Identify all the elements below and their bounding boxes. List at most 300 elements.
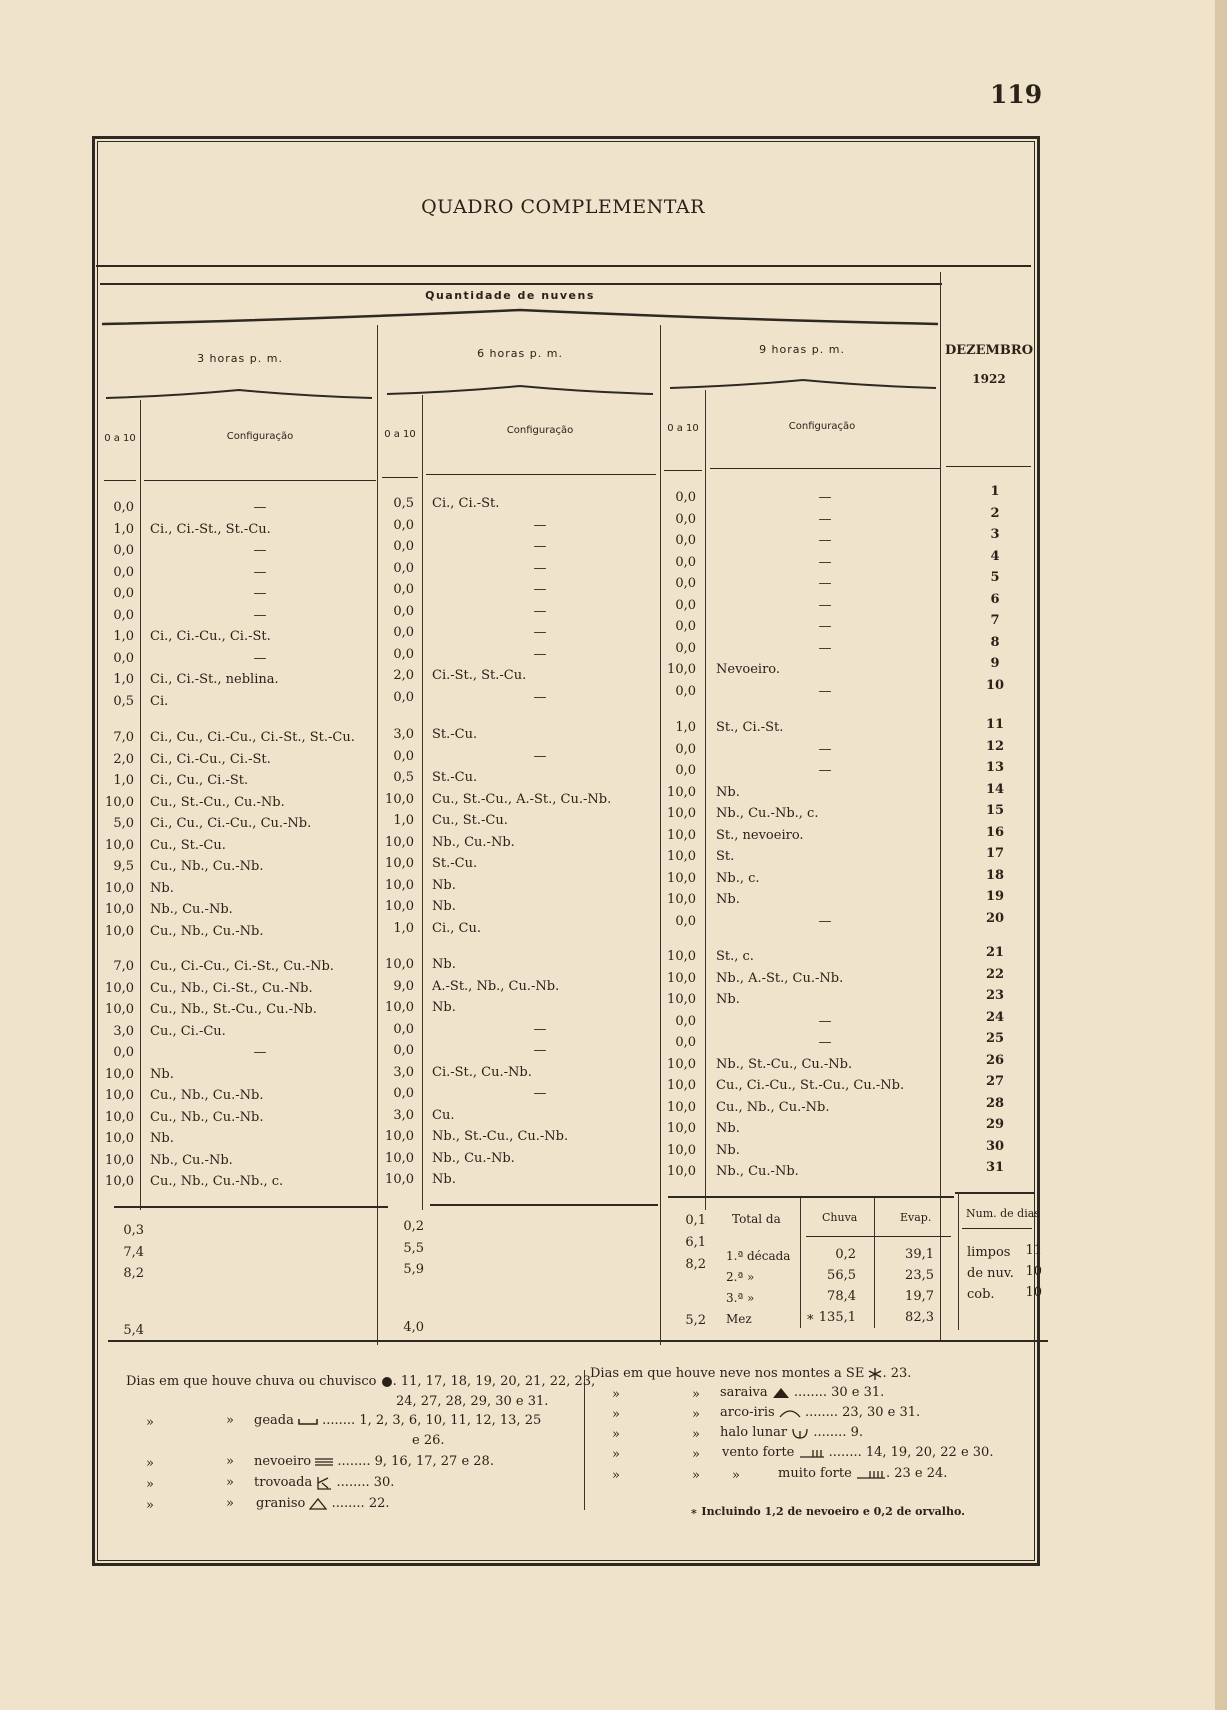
config-9h: — [818, 511, 832, 527]
cover-6h: 0,0 [393, 582, 414, 597]
day-number: 8 [990, 634, 1000, 650]
cover-6h: 0,0 [393, 689, 414, 705]
config-3h: — [253, 543, 267, 558]
period-evap: 39,1 [905, 1247, 934, 1262]
day-number: 15 [985, 803, 1005, 818]
footer-ditto: » [692, 1407, 700, 1422]
day-number: 21 [985, 945, 1005, 960]
config-6h: St.-Cu. [432, 856, 478, 871]
cover-9h: 10,0 [667, 870, 696, 886]
total-label: Total da [732, 1212, 781, 1226]
halo-icon [791, 1427, 809, 1439]
config-9h: — [818, 913, 832, 929]
footer-ditto: » [146, 1498, 154, 1513]
brace-9h [668, 376, 938, 390]
cover-9h: 0,0 [675, 533, 696, 548]
header-month: DEZEMBRO [944, 343, 1034, 358]
config-9h: — [818, 683, 832, 699]
config-6h: Cu., St.-Cu. [432, 813, 508, 828]
footer-chuva-line: Dias em que houve chuva ou chuvisco . 11, 17, 18, 19, 20, 21, 22, 23, [126, 1374, 596, 1389]
snow-star-icon [868, 1367, 882, 1381]
footer-muito-line: muito forte . 23 e 24. [778, 1466, 948, 1481]
cover-6h: 9,0 [393, 978, 414, 994]
cover-6h: 2,0 [393, 668, 414, 683]
config-9h: — [818, 763, 832, 778]
cover-9h: 10,0 [667, 1142, 696, 1158]
period-label: 3.ª » [726, 1291, 755, 1305]
wind-icon [799, 1447, 825, 1459]
cover-3h: 0,0 [113, 1045, 134, 1060]
config-6h: Ci.-St., St.-Cu. [432, 668, 527, 683]
cover-9h: 10,0 [667, 1121, 696, 1136]
config-9h: — [818, 1035, 832, 1050]
summary-6h: 4,0 [403, 1320, 424, 1335]
footer-trovoada-line: trovoada ........ 30. [254, 1475, 395, 1490]
day-number: 7 [990, 613, 1000, 628]
cover-3h: 0,0 [113, 650, 134, 666]
config-9h: St., Ci.-St. [716, 720, 784, 735]
header-9h-scale: 0 a 10 [667, 423, 699, 434]
cover-3h: 10,0 [105, 1088, 134, 1103]
cover-9h: 10,0 [667, 1099, 696, 1115]
divider-dias [958, 1192, 959, 1330]
config-6h: Ci., Cu. [432, 920, 481, 936]
rule-9h-scale [664, 470, 702, 471]
summary-6h: 5,5 [403, 1241, 424, 1256]
rule-dias-header [962, 1228, 1032, 1229]
config-3h: — [253, 607, 267, 623]
summary-rule-9h [668, 1196, 954, 1198]
header-3h-scale: 0 a 10 [104, 433, 136, 444]
cover-3h: 1,0 [113, 672, 134, 687]
config-6h: Nb., St.-Cu., Cu.-Nb. [432, 1129, 569, 1144]
brace-3h [104, 386, 374, 400]
cover-3h: 0,0 [113, 564, 134, 580]
config-3h: Ci., Cu., Ci.-St. [150, 773, 249, 788]
cover-9h: 10,0 [667, 992, 696, 1007]
cover-9h: 10,0 [667, 662, 696, 677]
config-9h: Cu., Ci.-Cu., St.-Cu., Cu.-Nb. [716, 1078, 905, 1093]
footer-ditto: » [226, 1454, 234, 1469]
cover-3h: 7,0 [113, 730, 134, 745]
summary-3h: 7,4 [123, 1245, 144, 1260]
brace-6h [385, 382, 655, 396]
config-3h: Cu., St.-Cu. [150, 837, 226, 853]
config-6h: St.-Cu. [432, 770, 478, 785]
rule-chuva-header [806, 1236, 951, 1237]
hail-icon [309, 1498, 327, 1510]
dias-label: cob. [967, 1287, 995, 1302]
footer-saraiva-line: saraiva ........ 30 e 31. [720, 1385, 885, 1400]
cover-6h: 3,0 [393, 1064, 414, 1080]
footer-vento-line: vento forte ........ 14, 19, 20, 22 e 30. [722, 1445, 994, 1460]
summary-3h: 8,2 [123, 1266, 144, 1281]
cover-9h: 0,0 [675, 640, 696, 656]
config-3h: Cu., Nb., Cu.-Nb. [150, 923, 264, 939]
header-rule [100, 283, 942, 285]
dias-label: de nuv. [967, 1266, 1014, 1281]
footer-ditto: » [226, 1475, 234, 1490]
header-3h: 3 horas p. m. [197, 352, 283, 365]
period-evap: 82,3 [905, 1310, 934, 1325]
config-3h: Ci. [150, 693, 169, 709]
config-6h: Cu. [432, 1107, 455, 1123]
header-9h: 9 horas p. m. [759, 343, 845, 356]
cover-3h: 5,0 [113, 816, 134, 831]
footer-ditto: » [612, 1447, 620, 1462]
config-6h: Ci., Ci.-St. [432, 496, 500, 511]
summary-9h: 0,1 [685, 1213, 706, 1228]
day-number: 29 [985, 1117, 1005, 1132]
day-number: 19 [985, 889, 1005, 904]
summary-rule-6h [430, 1204, 658, 1206]
period-chuva: 56,5 [827, 1268, 856, 1283]
fog-icon [315, 1457, 333, 1467]
config-9h: Nb. [716, 1121, 740, 1136]
config-9h: — [818, 619, 832, 634]
rainbow-icon [779, 1408, 801, 1418]
footer-halo-line: halo lunar ........ 9. [720, 1425, 863, 1440]
rule-6h-config [426, 474, 656, 475]
config-3h: Cu., Ci.-Cu. [150, 1023, 226, 1039]
period-chuva: 0,2 [835, 1247, 856, 1262]
cover-9h: 10,0 [667, 892, 696, 907]
config-9h: Nevoeiro. [716, 662, 781, 677]
footer-ditto: » [146, 1415, 154, 1430]
cover-9h: 0,0 [675, 490, 696, 505]
cover-6h: 0,0 [393, 1043, 414, 1058]
config-3h: — [253, 500, 267, 515]
cover-6h: 3,0 [393, 1107, 414, 1123]
period-chuva: ∗ 135,1 [805, 1310, 856, 1325]
footer-arco-line: arco-iris ........ 23, 30 e 31. [720, 1405, 921, 1420]
rule-6h-scale [382, 477, 418, 478]
config-9h: Nb. [716, 784, 740, 800]
footer-ditto: » [146, 1456, 154, 1471]
cover-6h: 10,0 [385, 899, 414, 914]
day-number: 2 [990, 505, 1000, 521]
day-number: 27 [985, 1074, 1005, 1089]
header-year: 1922 [972, 372, 1006, 386]
num-dias-label: Num. de dias [966, 1207, 1040, 1220]
evap-label: Evap. [900, 1211, 932, 1224]
config-3h: Ci., Ci.-Cu., Ci.-St. [150, 629, 271, 644]
config-6h: — [533, 603, 547, 619]
footer-ditto: » [612, 1468, 620, 1483]
config-6h: Nb. [432, 1172, 456, 1187]
day-number: 12 [985, 738, 1005, 754]
cover-9h: 1,0 [675, 720, 696, 735]
cover-9h: 0,0 [675, 576, 696, 591]
cover-9h: 0,0 [675, 597, 696, 613]
summary-9h: 6,1 [685, 1235, 706, 1250]
config-9h: — [818, 1013, 832, 1029]
config-6h: — [533, 1021, 547, 1037]
config-3h: — [253, 564, 267, 580]
cover-3h: 9,5 [113, 859, 134, 874]
day-number: 31 [985, 1160, 1005, 1175]
cover-3h: 0,0 [113, 586, 134, 601]
thunder-icon [316, 1476, 332, 1490]
period-label: Mez [726, 1312, 752, 1326]
summary-9h: 5,2 [685, 1313, 706, 1328]
config-9h: — [818, 640, 832, 656]
cover-9h: 0,0 [675, 763, 696, 778]
footer-ditto: » [692, 1447, 700, 1462]
cover-9h: 0,0 [675, 741, 696, 757]
config-6h: — [533, 560, 547, 576]
config-6h: Nb. [432, 899, 456, 914]
cover-9h: 10,0 [667, 1056, 696, 1072]
footer-ditto: » [226, 1413, 234, 1428]
cover-3h: 10,0 [105, 923, 134, 939]
config-3h: Nb. [150, 1066, 174, 1082]
period-label: 1.ª década [726, 1249, 791, 1263]
cover-9h: 10,0 [667, 849, 696, 864]
cover-3h: 0,0 [113, 607, 134, 623]
month-column-divider [940, 272, 941, 1342]
config-3h: Cu., Nb., Cu.-Nb. [150, 1109, 264, 1125]
cover-9h: 0,0 [675, 1035, 696, 1050]
divider-6h-9h [660, 325, 661, 1345]
dias-label: limpos [967, 1245, 1011, 1260]
footer-divider [584, 1370, 585, 1510]
summary-6h: 0,2 [403, 1219, 424, 1234]
cover-3h: 7,0 [113, 959, 134, 974]
config-6h: — [533, 539, 547, 554]
cover-6h: 0,0 [393, 1086, 414, 1101]
config-6h: Nb. [432, 877, 456, 893]
day-number: 4 [990, 548, 1000, 564]
cover-3h: 10,0 [105, 794, 134, 810]
config-3h: Cu., Ci.-Cu., Ci.-St., Cu.-Nb. [150, 959, 334, 974]
config-6h: — [533, 1086, 547, 1101]
cover-6h: 10,0 [385, 1000, 414, 1015]
cover-6h: 10,0 [385, 1150, 414, 1166]
config-6h: — [533, 1043, 547, 1058]
footer-ditto: » [692, 1468, 700, 1483]
footer-ditto: » [692, 1387, 700, 1402]
config-3h: Cu., St.-Cu., Cu.-Nb. [150, 794, 285, 810]
config-3h: — [253, 1045, 267, 1060]
cover-9h: 10,0 [667, 970, 696, 986]
cover-9h: 0,0 [675, 913, 696, 929]
config-3h: Cu., Nb., Ci.-St., Cu.-Nb. [150, 980, 313, 996]
summary-rule-3h [114, 1206, 388, 1208]
summary-rule-day [955, 1192, 1035, 1194]
config-9h: Nb. [716, 892, 740, 907]
footer-nevoeiro-line: nevoeiro ........ 9, 16, 17, 27 e 28. [254, 1454, 494, 1469]
dias-value: 11 [1025, 1243, 1042, 1258]
config-9h: Nb., A.-St., Cu.-Nb. [716, 970, 844, 986]
footnote: ∗ Incluindo 1,2 de nevoeiro e 0,2 de orvalho. [690, 1505, 965, 1518]
config-6h: — [533, 517, 547, 533]
config-3h: Ci., Cu., Ci.-Cu., Ci.-St., St.-Cu. [150, 730, 355, 745]
cover-9h: 0,0 [675, 683, 696, 699]
footer-ditto: » [226, 1496, 234, 1511]
cover-3h: 0,0 [113, 543, 134, 558]
footer-rule [108, 1340, 1048, 1342]
header-6h-config: Configuração [506, 425, 574, 436]
cover-6h: 10,0 [385, 834, 414, 850]
frost-icon [298, 1416, 318, 1426]
summary-3h: 5,4 [123, 1323, 144, 1338]
day-number: 20 [985, 910, 1005, 926]
config-9h: Nb., c. [716, 870, 760, 886]
cover-3h: 10,0 [105, 1131, 134, 1146]
day-number: 28 [985, 1095, 1005, 1111]
config-3h: — [253, 650, 267, 666]
dias-value: 10 [1025, 1285, 1042, 1300]
cover-6h: 0,0 [393, 603, 414, 619]
cover-9h: 10,0 [667, 1078, 696, 1093]
config-6h: — [533, 625, 547, 640]
day-number: 16 [985, 824, 1005, 840]
config-6h: — [533, 689, 547, 705]
brace-group [100, 300, 940, 330]
config-6h: — [533, 748, 547, 764]
day-number: 26 [985, 1052, 1005, 1068]
config-9h: — [818, 597, 832, 613]
config-9h: — [818, 576, 832, 591]
config-9h: Nb. [716, 992, 740, 1007]
cover-6h: 0,0 [393, 560, 414, 576]
day-number: 13 [985, 760, 1005, 775]
config-3h: Nb., Cu.-Nb. [150, 1152, 233, 1168]
footer-ditto: » [732, 1468, 740, 1483]
config-9h: — [818, 490, 832, 505]
footer-chuva-days-2: 24, 27, 28, 29, 30 e 31. [396, 1394, 549, 1409]
config-3h: Cu., Nb., Cu.-Nb. [150, 859, 264, 874]
cover-3h: 10,0 [105, 1002, 134, 1017]
day-number: 14 [985, 781, 1005, 797]
period-chuva: 78,4 [827, 1289, 856, 1304]
footer-ditto: » [612, 1407, 620, 1422]
cover-6h: 10,0 [385, 791, 414, 807]
day-number: 22 [985, 966, 1005, 982]
page-edge [1215, 0, 1227, 1710]
cover-9h: 10,0 [667, 784, 696, 800]
summary-9h: 8,2 [685, 1257, 706, 1272]
summary-3h: 0,3 [123, 1223, 144, 1238]
cover-6h: 0,5 [393, 770, 414, 785]
config-6h: Ci.-St., Cu.-Nb. [432, 1064, 532, 1080]
config-9h: St., nevoeiro. [716, 827, 804, 843]
cover-3h: 0,5 [113, 693, 134, 709]
rule-day [946, 466, 1031, 467]
config-6h: A.-St., Nb., Cu.-Nb. [432, 978, 560, 994]
cover-3h: 1,0 [113, 773, 134, 788]
config-3h: Nb., Cu.-Nb. [150, 902, 233, 917]
cover-6h: 0,5 [393, 496, 414, 511]
config-3h: Nb. [150, 880, 174, 896]
day-number: 6 [990, 591, 1000, 607]
config-3h: Ci., Cu., Ci.-Cu., Cu.-Nb. [150, 816, 312, 831]
cover-3h: 10,0 [105, 1174, 134, 1189]
dias-value: 10 [1025, 1264, 1042, 1279]
footer-ditto: » [612, 1387, 620, 1402]
title-rule [96, 265, 1031, 267]
config-3h: Ci., Ci.-St., St.-Cu. [150, 521, 271, 537]
cover-6h: 10,0 [385, 1172, 414, 1187]
config-3h: Ci., Ci.-Cu., Ci.-St. [150, 751, 271, 767]
cover-3h: 10,0 [105, 902, 134, 917]
footer-geada-line: geada ........ 1, 2, 3, 6, 10, 11, 12, 13, 25 [254, 1413, 542, 1428]
config-6h: Nb. [432, 1000, 456, 1015]
day-number: 17 [985, 846, 1005, 861]
config-6h: Cu., St.-Cu., A.-St., Cu.-Nb. [432, 791, 612, 807]
cover-9h: 10,0 [667, 1164, 696, 1179]
cover-3h: 0,0 [113, 500, 134, 515]
cover-6h: 10,0 [385, 1129, 414, 1144]
cover-9h: 0,0 [675, 554, 696, 570]
config-9h: Nb., Cu.-Nb. [716, 1164, 799, 1179]
cover-3h: 10,0 [105, 1109, 134, 1125]
divider-evap [874, 1198, 875, 1328]
cover-6h: 1,0 [393, 920, 414, 936]
cover-3h: 3,0 [113, 1023, 134, 1039]
cover-9h: 10,0 [667, 806, 696, 821]
config-6h: Nb. [432, 957, 456, 972]
cover-9h: 0,0 [675, 619, 696, 634]
config-6h: St.-Cu. [432, 727, 478, 742]
rule-3h-config [144, 480, 376, 481]
period-evap: 19,7 [905, 1289, 934, 1304]
day-number: 5 [990, 570, 1000, 585]
cover-6h: 0,0 [393, 539, 414, 554]
footer-ditto: » [612, 1427, 620, 1442]
cover-3h: 10,0 [105, 880, 134, 896]
cover-3h: 10,0 [105, 1066, 134, 1082]
summary-6h: 5,9 [403, 1262, 424, 1277]
rain-dot-icon [381, 1376, 393, 1388]
day-number: 25 [985, 1031, 1005, 1046]
config-9h: Nb., St.-Cu., Cu.-Nb. [716, 1056, 853, 1072]
cover-6h: 10,0 [385, 856, 414, 871]
day-number: 11 [985, 717, 1005, 732]
period-evap: 23,5 [905, 1268, 934, 1283]
cover-3h: 10,0 [105, 837, 134, 853]
footer-ditto: » [692, 1427, 700, 1442]
config-3h: Cu., Nb., St.-Cu., Cu.-Nb. [150, 1002, 317, 1017]
day-number: 18 [985, 867, 1005, 883]
config-3h: Cu., Nb., Cu.-Nb. [150, 1088, 264, 1103]
footer-ditto: » [146, 1477, 154, 1492]
divider-chuva [800, 1198, 801, 1328]
cover-6h: 10,0 [385, 957, 414, 972]
config-9h: — [818, 533, 832, 548]
divider-3h-6h [377, 325, 378, 1345]
cover-9h: 10,0 [667, 827, 696, 843]
cover-3h: 10,0 [105, 980, 134, 996]
cover-9h: 10,0 [667, 949, 696, 964]
divider-6h-config [422, 395, 423, 1210]
day-number: 9 [990, 656, 1000, 671]
footer-neve-line: Dias em que houve neve nos montes a SE . 23. [590, 1366, 912, 1381]
divider-3h-config [140, 400, 141, 1210]
cover-6h: 3,0 [393, 727, 414, 742]
config-9h: St., c. [716, 949, 754, 964]
page-title: QUADRO COMPLEMENTAR [421, 196, 705, 218]
cover-6h: 10,0 [385, 877, 414, 893]
day-number: 23 [985, 988, 1005, 1003]
header-6h: 6 horas p. m. [477, 347, 563, 360]
config-9h: Cu., Nb., Cu.-Nb. [716, 1099, 830, 1115]
divider-9h-config [705, 390, 706, 1210]
header-quantidade: Quantidade de nuvens [425, 289, 595, 302]
config-3h: Nb. [150, 1131, 174, 1146]
page-number: 119 [990, 80, 1043, 109]
